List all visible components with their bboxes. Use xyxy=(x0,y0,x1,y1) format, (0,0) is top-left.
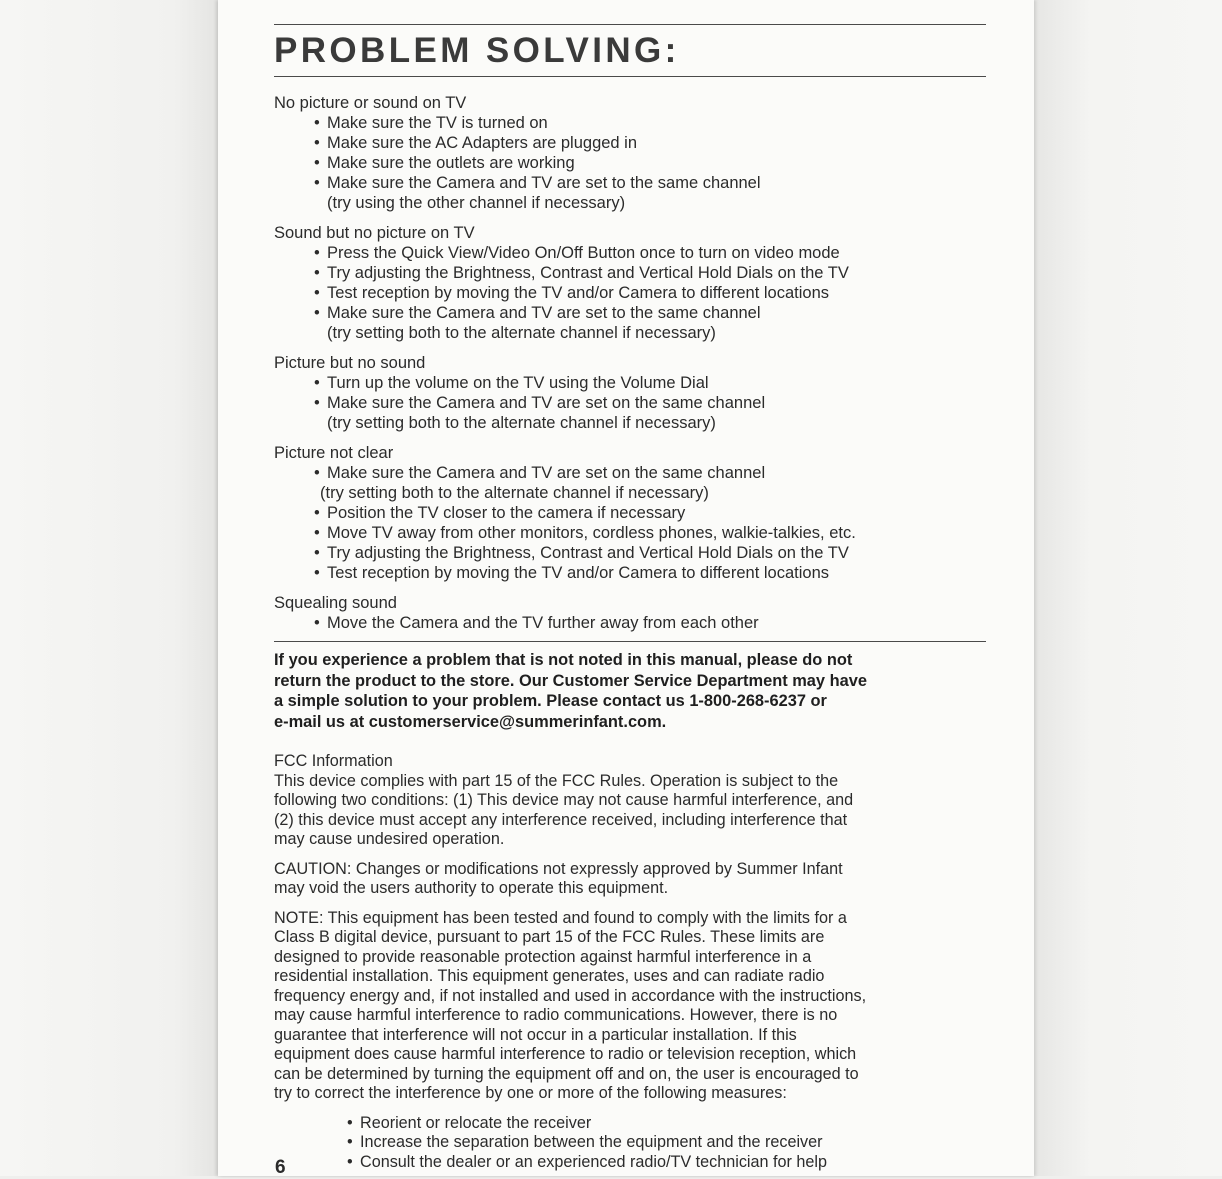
list-item: • Test reception by moving the TV and/or Camera to different locations xyxy=(314,283,986,303)
section-note: (try setting both to the alternate channel if necessary) xyxy=(327,414,716,432)
list-item: • Make sure the Camera and TV are set to the same channel xyxy=(314,173,986,193)
list-item: • Try adjusting the Brightness, Contrast and Vertical Hold Dials on the TV xyxy=(314,543,986,563)
paragraph-line: CAUTION: Changes or modifications not expressly approved by Summer Infant xyxy=(274,859,843,878)
list-item: • Make sure the AC Adapters are plugged in xyxy=(314,133,986,153)
title-rule-bottom xyxy=(274,76,986,77)
paragraph-line: Class B digital device, pursuant to part 15 of the FCC Rules. These limits are xyxy=(274,928,825,946)
list-item: • Test reception by moving the TV and/or Camera to different locations xyxy=(314,563,986,583)
section-note: (try using the other channel if necessary) xyxy=(327,194,626,212)
paragraph-line: following two conditions: (1) This device may not cause harmful interference, and xyxy=(274,791,854,809)
paragraph-line: try to correct the interference by one or more of the following measures: xyxy=(274,1084,787,1102)
list-item: • Make sure the Camera and TV are set on the same channel xyxy=(314,463,986,483)
section-heading: Sound but no picture on TV xyxy=(274,224,475,242)
paragraph-line: may cause undesired operation. xyxy=(274,830,505,848)
section-divider xyxy=(274,641,986,642)
list-item: • Reorient or relocate the receiver xyxy=(347,1114,986,1134)
list-item: • Make sure the outlets are working xyxy=(314,153,986,173)
list-item: • Increase the separation between the equipment and the receiver xyxy=(347,1133,986,1153)
paragraph-line: can be determined by turning the equipment off and on, the user is encouraged to xyxy=(274,1064,859,1083)
page-title: PROBLEM SOLVING: xyxy=(274,31,680,70)
paragraph-line: may void the users authority to operate this equipment. xyxy=(274,879,669,897)
section-squealing-sound xyxy=(274,593,986,633)
fcc-heading: FCC Information xyxy=(274,752,393,770)
section-heading: Picture but no sound xyxy=(274,354,426,372)
section-note: (try setting both to the alternate channel if necessary) xyxy=(320,484,709,502)
fcc-paragraph xyxy=(274,772,986,850)
list-item: • Make sure the TV is turned on xyxy=(314,113,986,133)
section-heading: Squealing sound xyxy=(274,594,397,612)
paragraph-line: NOTE: This equipment has been tested and found to comply with the limits for a xyxy=(274,908,847,927)
page-content xyxy=(274,24,986,1172)
notice-line: a simple solution to your problem. Please contact us 1-800-268-6237 or xyxy=(274,692,827,710)
list-item: • Press the Quick View/Video On/Off Button once to turn on video mode xyxy=(314,243,986,263)
list-item: • Try adjusting the Brightness, Contrast and Vertical Hold Dials on the TV xyxy=(314,263,986,283)
section-no-picture-or-sound xyxy=(274,93,986,213)
section-picture-no-sound xyxy=(274,353,986,433)
customer-service-notice xyxy=(274,650,986,732)
notice-line: If you experience a problem that is not noted in this manual, please do not xyxy=(274,651,853,669)
list-item: • Make sure the Camera and TV are set on the same channel xyxy=(314,393,986,413)
bullet-list xyxy=(274,113,986,193)
paragraph-line: may cause harmful interference to radio communications. However, there is no xyxy=(274,1006,838,1024)
list-item: • Consult the dealer or an experienced radio/TV technician for help xyxy=(347,1153,986,1173)
bullet-list xyxy=(274,503,986,583)
section-heading: No picture or sound on TV xyxy=(274,94,467,112)
paragraph-line: (2) this device must accept any interference received, including interference that xyxy=(274,810,848,829)
title-rule-top xyxy=(274,24,986,25)
bullet-list xyxy=(274,463,986,483)
bullet-list xyxy=(274,243,986,323)
list-item: • Position the TV closer to the camera if necessary xyxy=(314,503,986,523)
section-note: (try setting both to the alternate channel if necessary) xyxy=(327,324,716,342)
list-item: • Move the Camera and the TV further away from each other xyxy=(314,613,986,633)
section-picture-not-clear xyxy=(274,443,986,583)
bullet-list xyxy=(274,613,986,633)
adjacent-page-right xyxy=(1034,0,1222,1176)
adjacent-page-left xyxy=(0,0,218,1176)
paragraph-line: designed to provide reasonable protection against harmful interference in a xyxy=(274,947,812,966)
paragraph-line: guarantee that interference will not occur in a particular installation. If this xyxy=(274,1025,797,1044)
paragraph-line: residential installation. This equipment generates, uses and can radiate radio xyxy=(274,967,825,985)
list-item: • Move TV away from other monitors, cordless phones, walkie-talkies, etc. xyxy=(314,523,986,543)
notice-line: return the product to the store. Our Customer Service Department may have xyxy=(274,671,867,690)
measures-list xyxy=(274,1114,986,1173)
page-number: 6 xyxy=(275,1157,286,1178)
bullet-list xyxy=(274,373,986,413)
section-sound-no-picture xyxy=(274,223,986,343)
notice-line: e-mail us at customerservice@summerinfant.com. xyxy=(274,712,667,731)
section-heading: Picture not clear xyxy=(274,444,394,462)
paragraph-line: equipment does cause harmful interference to radio or television reception, which xyxy=(274,1045,857,1063)
list-item: • Make sure the Camera and TV are set to the same channel xyxy=(314,303,986,323)
paragraph-line: This device complies with part 15 of the FCC Rules. Operation is subject to the xyxy=(274,771,839,790)
list-item: • Turn up the volume on the TV using the Volume Dial xyxy=(314,373,986,393)
caution-paragraph xyxy=(274,860,986,899)
manual-page xyxy=(218,0,1034,1176)
paragraph-line: frequency energy and, if not installed and used in accordance with the instructions, xyxy=(274,986,867,1005)
note-paragraph xyxy=(274,909,986,1104)
